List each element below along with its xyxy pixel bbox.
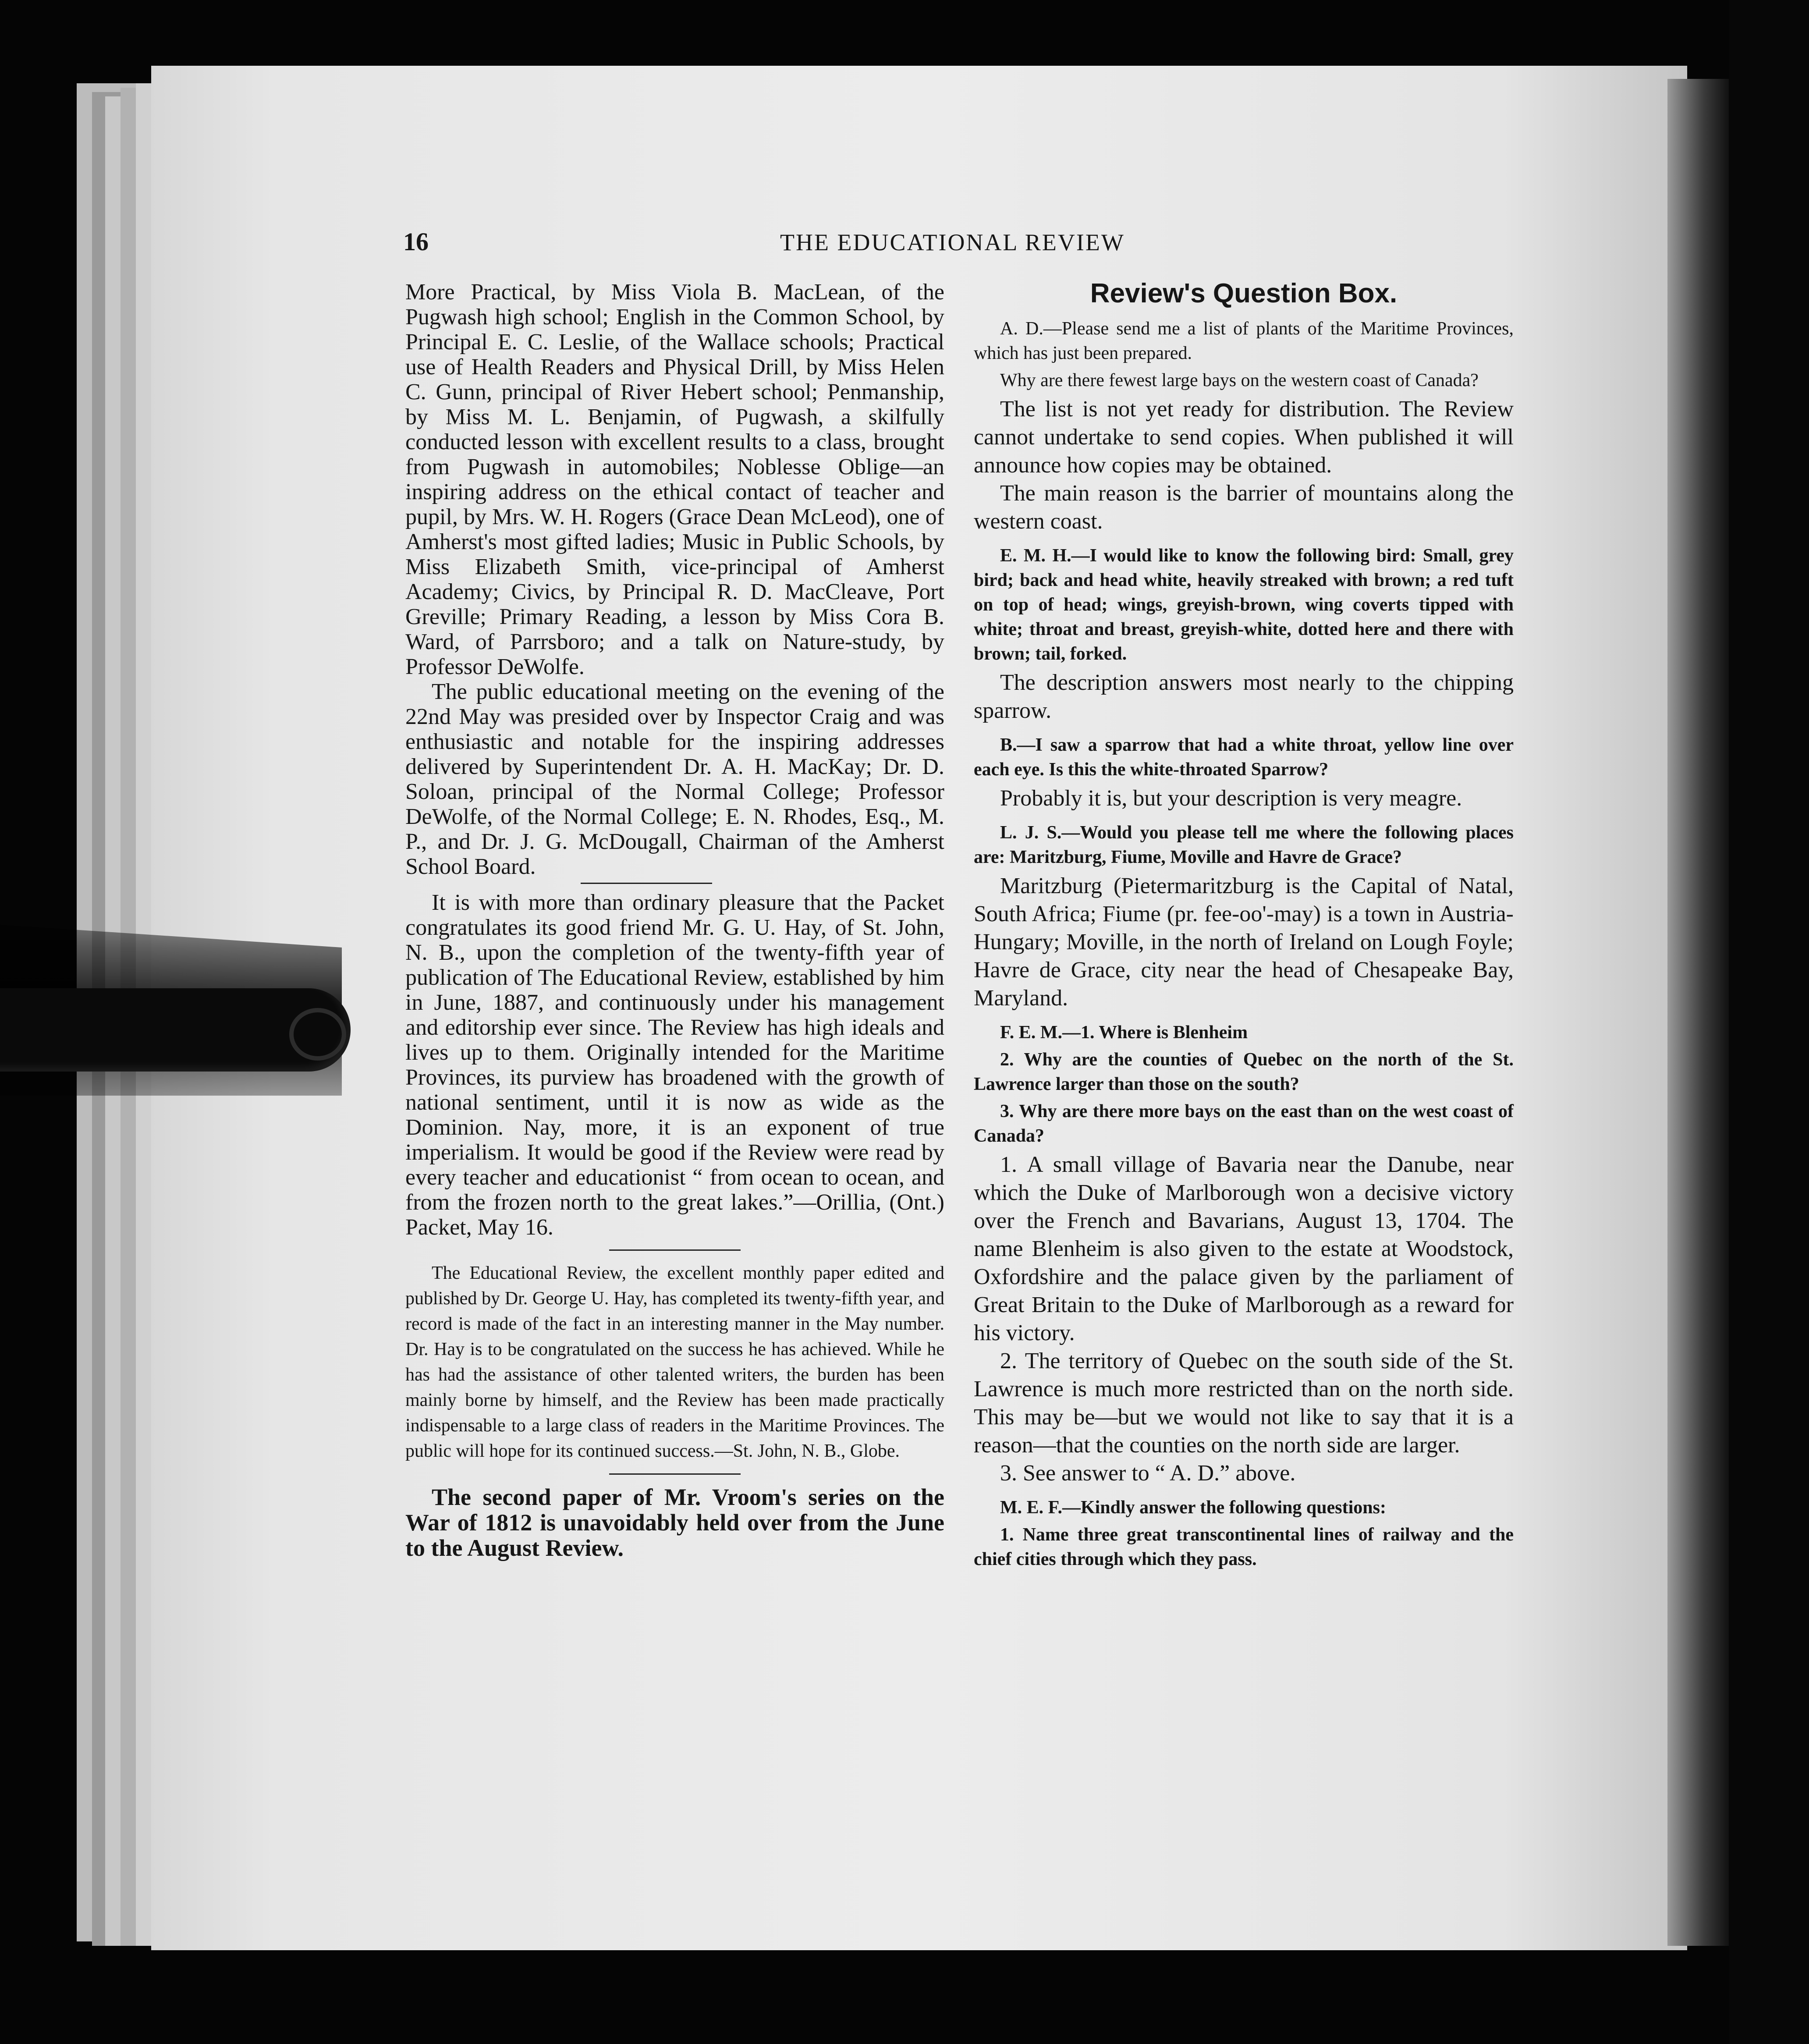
divider bbox=[609, 1473, 741, 1475]
question: A. D.—Please send me a list of plants of the Maritime Provinces, which has just been prepared. bbox=[974, 319, 1514, 363]
question: B.—I saw a sparrow that had a white throat, yellow line over each eye. Is this the white-throated Sparrow? bbox=[974, 735, 1514, 780]
divider bbox=[581, 883, 712, 884]
question: 3. Why are there more bays on the east than on the west coast of Canada? bbox=[974, 1101, 1514, 1146]
running-title: THE EDUCATIONAL REVIEW bbox=[780, 229, 1125, 256]
answer: The description answers most nearly to the chipping sparrow. bbox=[974, 670, 1514, 723]
answer: The main reason is the barrier of mountains along the western coast. bbox=[974, 481, 1514, 534]
answer: 1. A small village of Bavaria near the Danube, near which the Duke of Marlborough won a decisive victory over the French and Bavarians, August 13, 1704. The name Blenheim is also given to the estate at Woodstock, Oxfordshire and the palace given by the parliament of Great Britain to the Duke of Marlborough as a reward for his victory. bbox=[974, 1152, 1514, 1345]
quoted-notice: The Educational Review, the excellent monthly paper edited and published by Dr. George U. Hay, has completed its twenty-fifth year, and record is made of the fact in an interesting manner in the May number. Dr. Hay is to be congratulated on the success he has achieved. While he has had the assistance of other talented writers, the burden has been mainly borne by himself, and the Review has been made practically indispensable to a large class of readers in the Maritime Provinces. The public will hope for its continued success.—St. John, N. B., Globe. bbox=[405, 1263, 944, 1461]
question: 2. Why are the counties of Quebec on the north of the St. Lawrence larger than those on the south? bbox=[974, 1050, 1514, 1094]
question: 1. Name three great transcontinental lines of railway and the chief cities through which they pass. bbox=[974, 1525, 1514, 1569]
question: M. E. F.—Kindly answer the following questions: bbox=[1000, 1498, 1386, 1518]
paragraph: The public educational meeting on the evening of the 22nd May was presided over by Inspector Craig and was enthusiastic and notable for the inspiring addresses delivered by Superintendent Dr. A. H. MacKay; Dr. D. Soloan, principal of the Normal College; Professor DeWolfe, of the Normal College; E. N. Rhodes, Esq., M. P., and Dr. J. G. McDougall, Chairman of the Amherst School Board. bbox=[405, 679, 944, 879]
answer: 3. See answer to “ A. D.” above. bbox=[1000, 1461, 1296, 1486]
paragraph: More Practical, by Miss Viola B. MacLean, of the Pugwash high school; English in the Common School, by Principal E. C. Leslie, of the Wallace schools; Practical use of Health Readers and Physical Drill, by Miss Helen C. Gunn, principal of River Hebert school; Penmanship, by Miss M. L. Benjamin, of Pugwash, a skilfully conducted lesson with excellent results to a class, brought from Pugwash in automobiles; Noblesse Oblige—an inspiring address on the ethical contact of teacher and pupil, by Mrs. W. H. Rogers (Grace Dean McLeod), one of Amherst's most gifted ladies; Music in Public Schools, by Miss Elizabeth Smith, vice-principal of Amherst Academy; Civics, by Principal R. D. MacCleave, Port Greville; Primary Reading, a lesson by Miss Cora B. Ward, of Parrsboro; and a talk on Nature-study, by Professor DeWolfe. bbox=[405, 280, 944, 679]
paragraph: It is with more than ordinary pleasure that the Packet congratulates its good friend Mr. G. U. Hay, of St. John, N. B., upon the completion of the twenty-fifth year of publication of The Educational Review, established by him in June, 1887, and continuously under his management and editorship ever since. The Review has high ideals and lives up to them. Originally intended for the Maritime Provinces, its purview has broadened with the growth of national sentiment, until it is now as wide as the Dominion. Nay, more, it is an exponent of true imperialism. It would be good if the Review were read by every teacher and educationist “ from ocean to ocean, and from the frozen north to the great lakes.”—Orillia, (Ont.) Packet, May 16. bbox=[405, 890, 944, 1240]
answer: The list is not yet ready for distribution. The Review cannot undertake to send copies. When published it will announce how copies may be obtained. bbox=[974, 397, 1514, 478]
right-column bbox=[974, 276, 1514, 1574]
page-number: 16 bbox=[403, 227, 429, 256]
answer: Probably it is, but your description is very meagre. bbox=[1000, 786, 1462, 811]
question: L. J. S.—Would you please tell me where the following places are: Maritzburg, Fiume, Moville and Havre de Grace? bbox=[974, 823, 1514, 867]
question: Why are there fewest large bays on the western coast of Canada? bbox=[1000, 370, 1479, 390]
question: E. M. H.—I would like to know the following bird: Small, grey bird; back and head white, heavily streaked with brown; a red tuft on top of head; wings, greyish-brown, wing coverts tipped with white; throat and breast, greyish-white, dotted here and there with brown; tail, forked. bbox=[974, 546, 1514, 664]
answer: Maritzburg (Pietermaritzburg is the Capital of Natal, South Africa; Fiume (pr. fee-oo'-may) is a town in Austria-Hungary; Moville, in the north of Ireland on Lough Foyle; Havre de Grace, city near the head of Chesapeake Bay, Maryland. bbox=[974, 873, 1514, 1011]
answer: 2. The territory of Quebec on the south side of the St. Lawrence is much more restricted than on the north side. This may be—but we would not like to say that it is a reason—that the counties on the north side are larger. bbox=[974, 1348, 1514, 1458]
section-title: Review's Question Box. bbox=[1090, 278, 1398, 309]
pointer-tip bbox=[289, 1008, 346, 1061]
left-column bbox=[405, 280, 944, 1561]
divider bbox=[609, 1249, 741, 1251]
notice: The second paper of Mr. Vroom's series on the War of 1812 is unavoidably held over from the June to the August Review. bbox=[405, 1484, 944, 1561]
binding-gutter bbox=[1667, 79, 1729, 1946]
question: F. E. M.—1. Where is Blenheim bbox=[1000, 1022, 1248, 1043]
scan-background bbox=[1729, 0, 1809, 2044]
